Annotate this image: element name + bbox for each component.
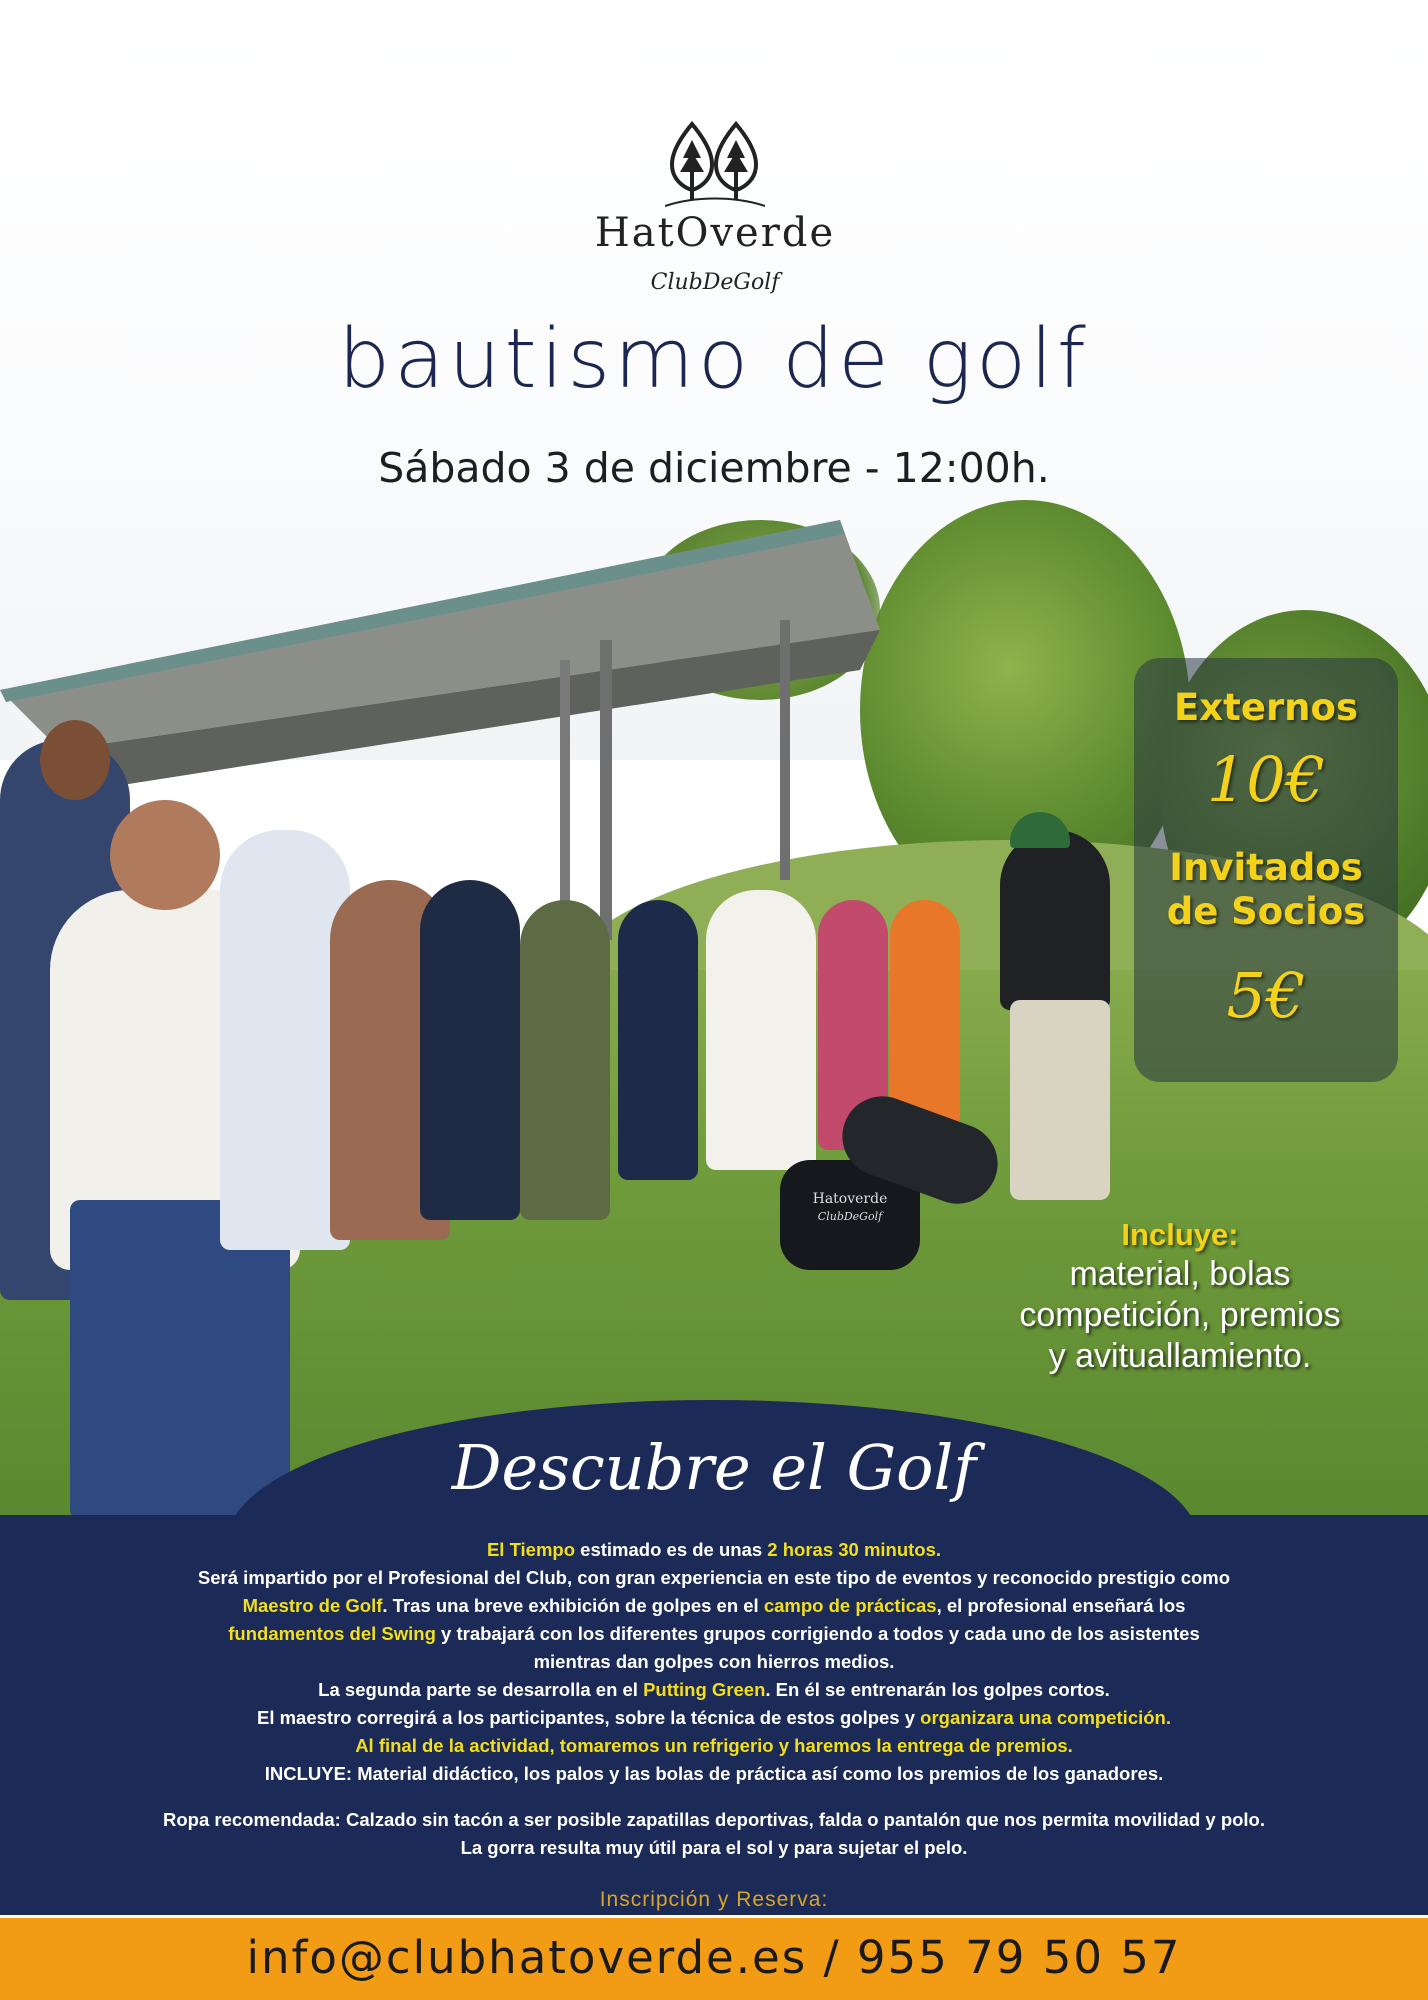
text: La segunda parte se desarrolla en el [318,1679,644,1700]
instructor [1010,1000,1110,1200]
includes-line: y avituallamiento. [1048,1337,1312,1375]
invitados-price: 5€ [1226,959,1306,1032]
person [110,800,220,910]
text: . Tras una breve exhibición de golpes en el [382,1595,764,1616]
text-line [60,1592,1368,1620]
section-heading: Descubre el Golf [451,1431,977,1504]
text-line: INCLUYE: Material didáctico, los palos y las bolas de práctica así como los premios de los ganadores. [264,1763,1164,1784]
highlight: Maestro de Golf [242,1595,383,1616]
text: , el profesional enseñará los [936,1595,1186,1616]
person [520,900,610,1220]
highlight: campo de prácticas [763,1595,937,1616]
invitados-label-2: de Socios [1166,890,1366,933]
page-title: bautismo de golf [338,312,1090,407]
text-line: mientras dan golpes con hierros medios. [533,1651,895,1672]
contact-info[interactable]: info@clubhatoverde.es / 955 79 50 57 [246,1931,1182,1984]
text-line: La gorra resulta muy útil para el sol y para sujetar el pelo. [460,1837,968,1858]
twin-trees-icon [665,118,765,210]
highlight: Putting Green [643,1679,766,1700]
externos-label: Externos [1174,686,1358,729]
highlight: 2 horas 30 minutos. [767,1539,942,1560]
text-line: Será impartido por el Profesional del Club, con gran experiencia en este tipo de eventos y reconocido prestigio como [197,1567,1231,1588]
bag-logo [780,1190,920,1226]
text-line [60,1676,1368,1704]
club-logo [560,118,870,318]
text: estimado es de unas [575,1539,768,1560]
logo-wordmark: HatOverde [594,210,836,256]
text: El maestro corregirá a los participantes, sobre la técnica de estos golpes y [256,1707,921,1728]
includes-heading: Incluye: [1121,1217,1239,1252]
includes-block [960,1216,1400,1377]
person [40,720,110,800]
highlight: fundamentos del Swing [228,1623,436,1644]
includes-line: competición, premios [1019,1296,1341,1334]
invitados-label-1: Invitados [1169,846,1363,889]
externos-price: 10€ [1206,743,1326,816]
text-line: Al final de la actividad, tomaremos un refrigerio y haremos la entrega de premios. [355,1735,1073,1756]
person [706,890,816,1170]
bag-logo-name: Hatoverde [812,1191,888,1207]
text-line [60,1704,1368,1732]
text-line [60,1620,1368,1648]
text: y trabajará con los diferentes grupos corrigiendo a todos y cada uno de los asistentes [435,1623,1200,1644]
event-date: Sábado 3 de diciembre - 12:00h. [378,444,1050,492]
highlight: El Tiempo [486,1539,576,1560]
logo-subtitle: ClubDeGolf [650,270,780,295]
includes-line: material, bolas [1069,1255,1291,1293]
person [618,900,698,1180]
instructor [1000,830,1110,1010]
text: . En él se entrenarán los golpes cortos. [765,1679,1110,1700]
bag-logo-sub: ClubDeGolf [817,1210,883,1223]
highlight: organizara una competición. [920,1707,1171,1728]
spacer [60,1788,1368,1806]
text-line [60,1536,1368,1564]
inscription-label: Inscripción y Reserva: [599,1888,829,1911]
description-text [60,1536,1368,1862]
text-line: Ropa recomendada: Calzado sin tacón a ser posible zapatillas deportivas, falda o pantalón que nos permita movilidad y polo. [162,1809,1265,1830]
person [420,880,520,1220]
price-panel [1134,658,1398,1082]
